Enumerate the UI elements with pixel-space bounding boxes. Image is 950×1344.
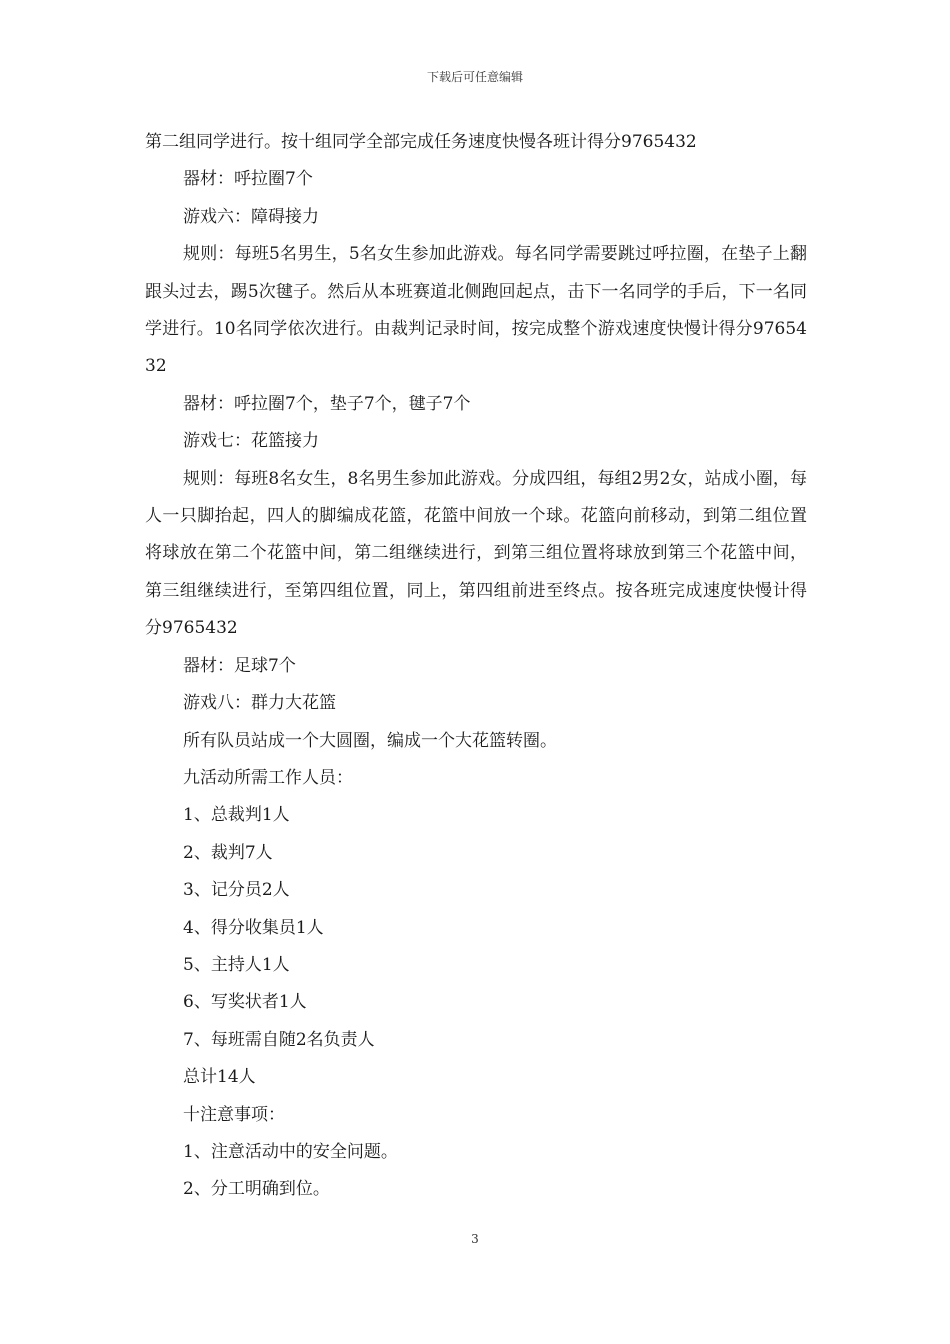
list-item: 2、分工明确到位。 (183, 1179, 330, 1200)
paragraph: 器材：呼拉圈7个，垫子7个，毽子7个 (183, 393, 471, 414)
list-item: 1、总裁判1人 (183, 805, 290, 826)
section-heading: 九活动所需工作人员： (183, 767, 353, 788)
page-number: 3 (471, 1232, 479, 1246)
list-item: 1、注意活动中的安全问题。 (183, 1141, 398, 1162)
list-item: 2、裁判7人 (183, 842, 273, 863)
paragraph: 器材：呼拉圈7个 (183, 169, 313, 190)
document-body (145, 124, 807, 1209)
list-item: 5、主持人1人 (183, 954, 290, 975)
page-header: 下载后可任意编辑 (426, 70, 523, 84)
paragraph: 第二组同学进行。按十组同学全部完成任务速度快慢各班计得分9765432 (145, 132, 697, 152)
section-heading: 十注意事项： (183, 1104, 285, 1125)
paragraph: 规则：每班8名女生，8名男生参加此游戏。分成四组，每组2男2女，站成小圈，每人一只脚抬起，四人的脚编成花篮，花篮中间放一个球。花篮向前移动，到第二组位置将球放在第二个花篮中间，第二组继续进行，到第三组位置将球放到第三个花篮中间，第三组继续进行，至第四组位置，同上，第四组前进至终点。按各班完成速度快慢计得分9765432 (145, 468, 807, 639)
section-heading: 游戏七：花篮接力 (183, 431, 319, 452)
paragraph: 规则：每班5名男生，5名女生参加此游戏。每名同学需要跳过呼拉圈，在垫子上翻跟头过去，踢5次毽子。然后从本班赛道北侧跑回起点，击下一名同学的手后，下一名同学进行。10名同学依次进行。由裁判记录时间，按完成整个游戏速度快慢计得分9765432 (145, 244, 807, 377)
list-item: 7、每班需自随2名负责人 (183, 1029, 375, 1050)
list-item: 4、得分收集员1人 (183, 917, 324, 938)
section-heading: 游戏六：障碍接力 (183, 206, 319, 227)
paragraph: 总计14人 (183, 1067, 256, 1088)
list-item: 6、写奖状者1人 (183, 992, 307, 1013)
paragraph: 器材：足球7个 (183, 655, 296, 676)
section-heading: 游戏八：群力大花篮 (183, 693, 336, 714)
list-item: 3、记分员2人 (183, 880, 290, 901)
paragraph: 所有队员站成一个大圆圈，编成一个大花篮转圈。 (183, 730, 557, 751)
